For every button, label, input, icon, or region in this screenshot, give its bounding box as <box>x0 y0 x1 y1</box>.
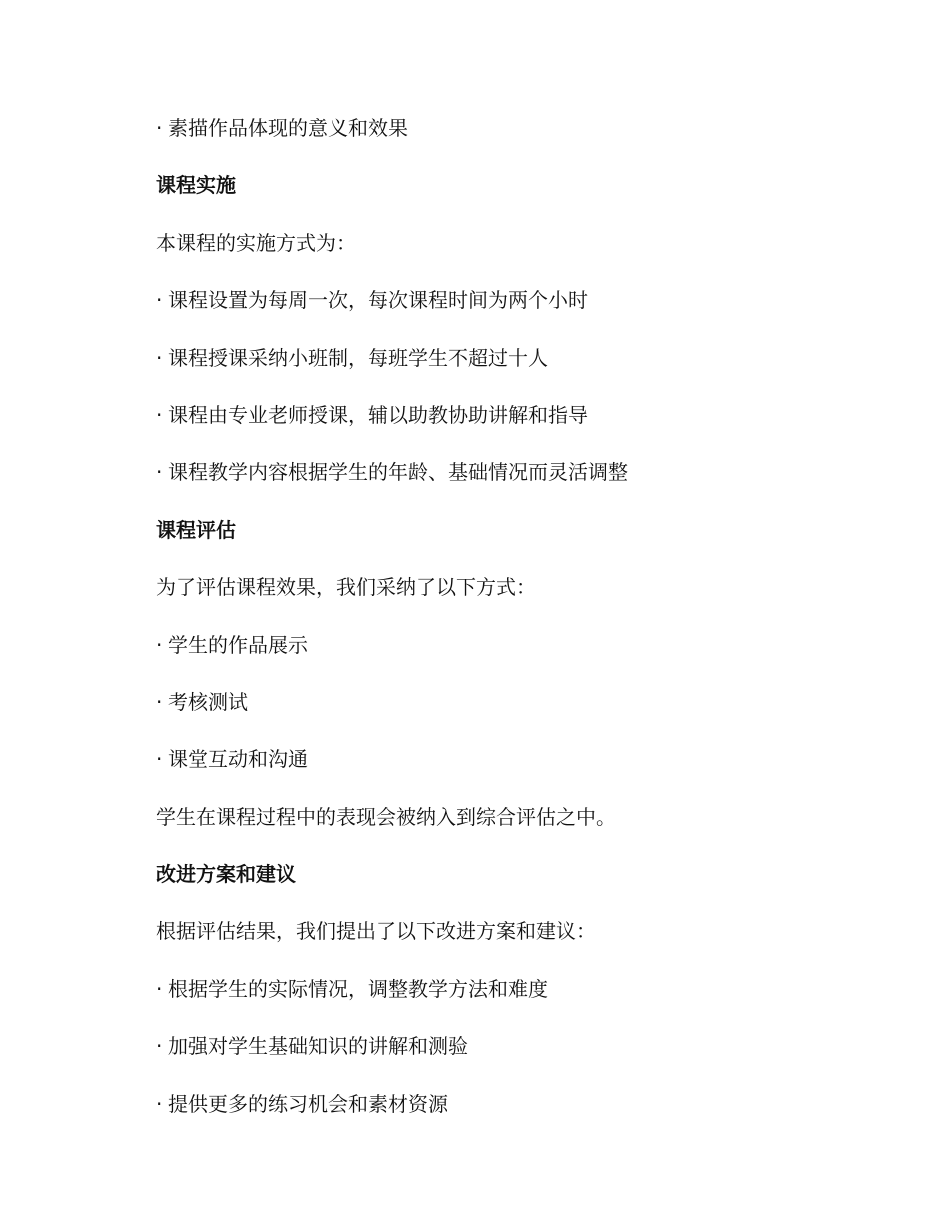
paragraph: 为了评估课程效果，我们采纳了以下方式： <box>156 575 536 600</box>
bullet-symbol: · <box>156 1091 163 1116</box>
bullet-symbol: · <box>156 747 163 772</box>
bullet-text: 根据学生的实际情况，调整教学方法和难度 <box>168 976 548 1001</box>
bullet-item <box>156 1031 856 1088</box>
bullet-item <box>156 744 856 801</box>
section-heading-improvement: 改进方案和建议 <box>156 862 296 887</box>
bullet-text: 加强对学生基础知识的讲解和测验 <box>168 1034 468 1059</box>
bullet-text: 课堂互动和沟通 <box>168 747 308 772</box>
bullet-text: 课程教学内容根据学生的年龄、基础情况而灵活调整 <box>168 460 628 485</box>
paragraph: 根据评估结果，我们提出了以下改进方案和建议： <box>156 919 596 944</box>
bullet-text: 学生的作品展示 <box>168 632 308 657</box>
bullet-text: 考核测试 <box>168 689 248 714</box>
bullet-text: 素描作品体现的意义和效果 <box>168 116 408 140</box>
bullet-symbol: · <box>156 1034 163 1059</box>
bullet-symbol: · <box>156 689 163 714</box>
bullet-item <box>156 400 856 457</box>
bullet-text: 提供更多的练习机会和素材资源 <box>168 1091 448 1116</box>
bullet-symbol: · <box>156 402 163 427</box>
bullet-item <box>156 1089 856 1146</box>
bullet-symbol: · <box>156 460 163 485</box>
bullet-text: 课程设置为每周一次，每次课程时间为两个小时 <box>168 288 588 313</box>
bullet-symbol: · <box>156 976 163 1001</box>
bullet-text: 课程授课采纳小班制，每班学生不超过十人 <box>168 345 548 370</box>
bullet-symbol: · <box>156 345 163 370</box>
bullet-item <box>156 113 856 170</box>
bullet-item <box>156 687 856 744</box>
bullet-item <box>156 630 856 687</box>
bullet-text: 课程由专业老师授课，辅以助教协助讲解和指导 <box>168 402 588 427</box>
section-heading-evaluation: 课程评估 <box>156 517 236 542</box>
bullet-item <box>156 285 856 342</box>
paragraph: 学生在课程过程中的表现会被纳入到综合评估之中。 <box>156 804 616 829</box>
bullet-symbol: · <box>156 116 163 140</box>
bullet-item <box>156 457 856 514</box>
bullet-symbol: · <box>156 288 163 313</box>
document-page <box>156 113 856 1146</box>
paragraph: 本课程的实施方式为： <box>156 230 356 255</box>
bullet-item <box>156 343 856 400</box>
bullet-item <box>156 974 856 1031</box>
section-heading-implementation: 课程实施 <box>156 173 236 198</box>
bullet-symbol: · <box>156 632 163 657</box>
